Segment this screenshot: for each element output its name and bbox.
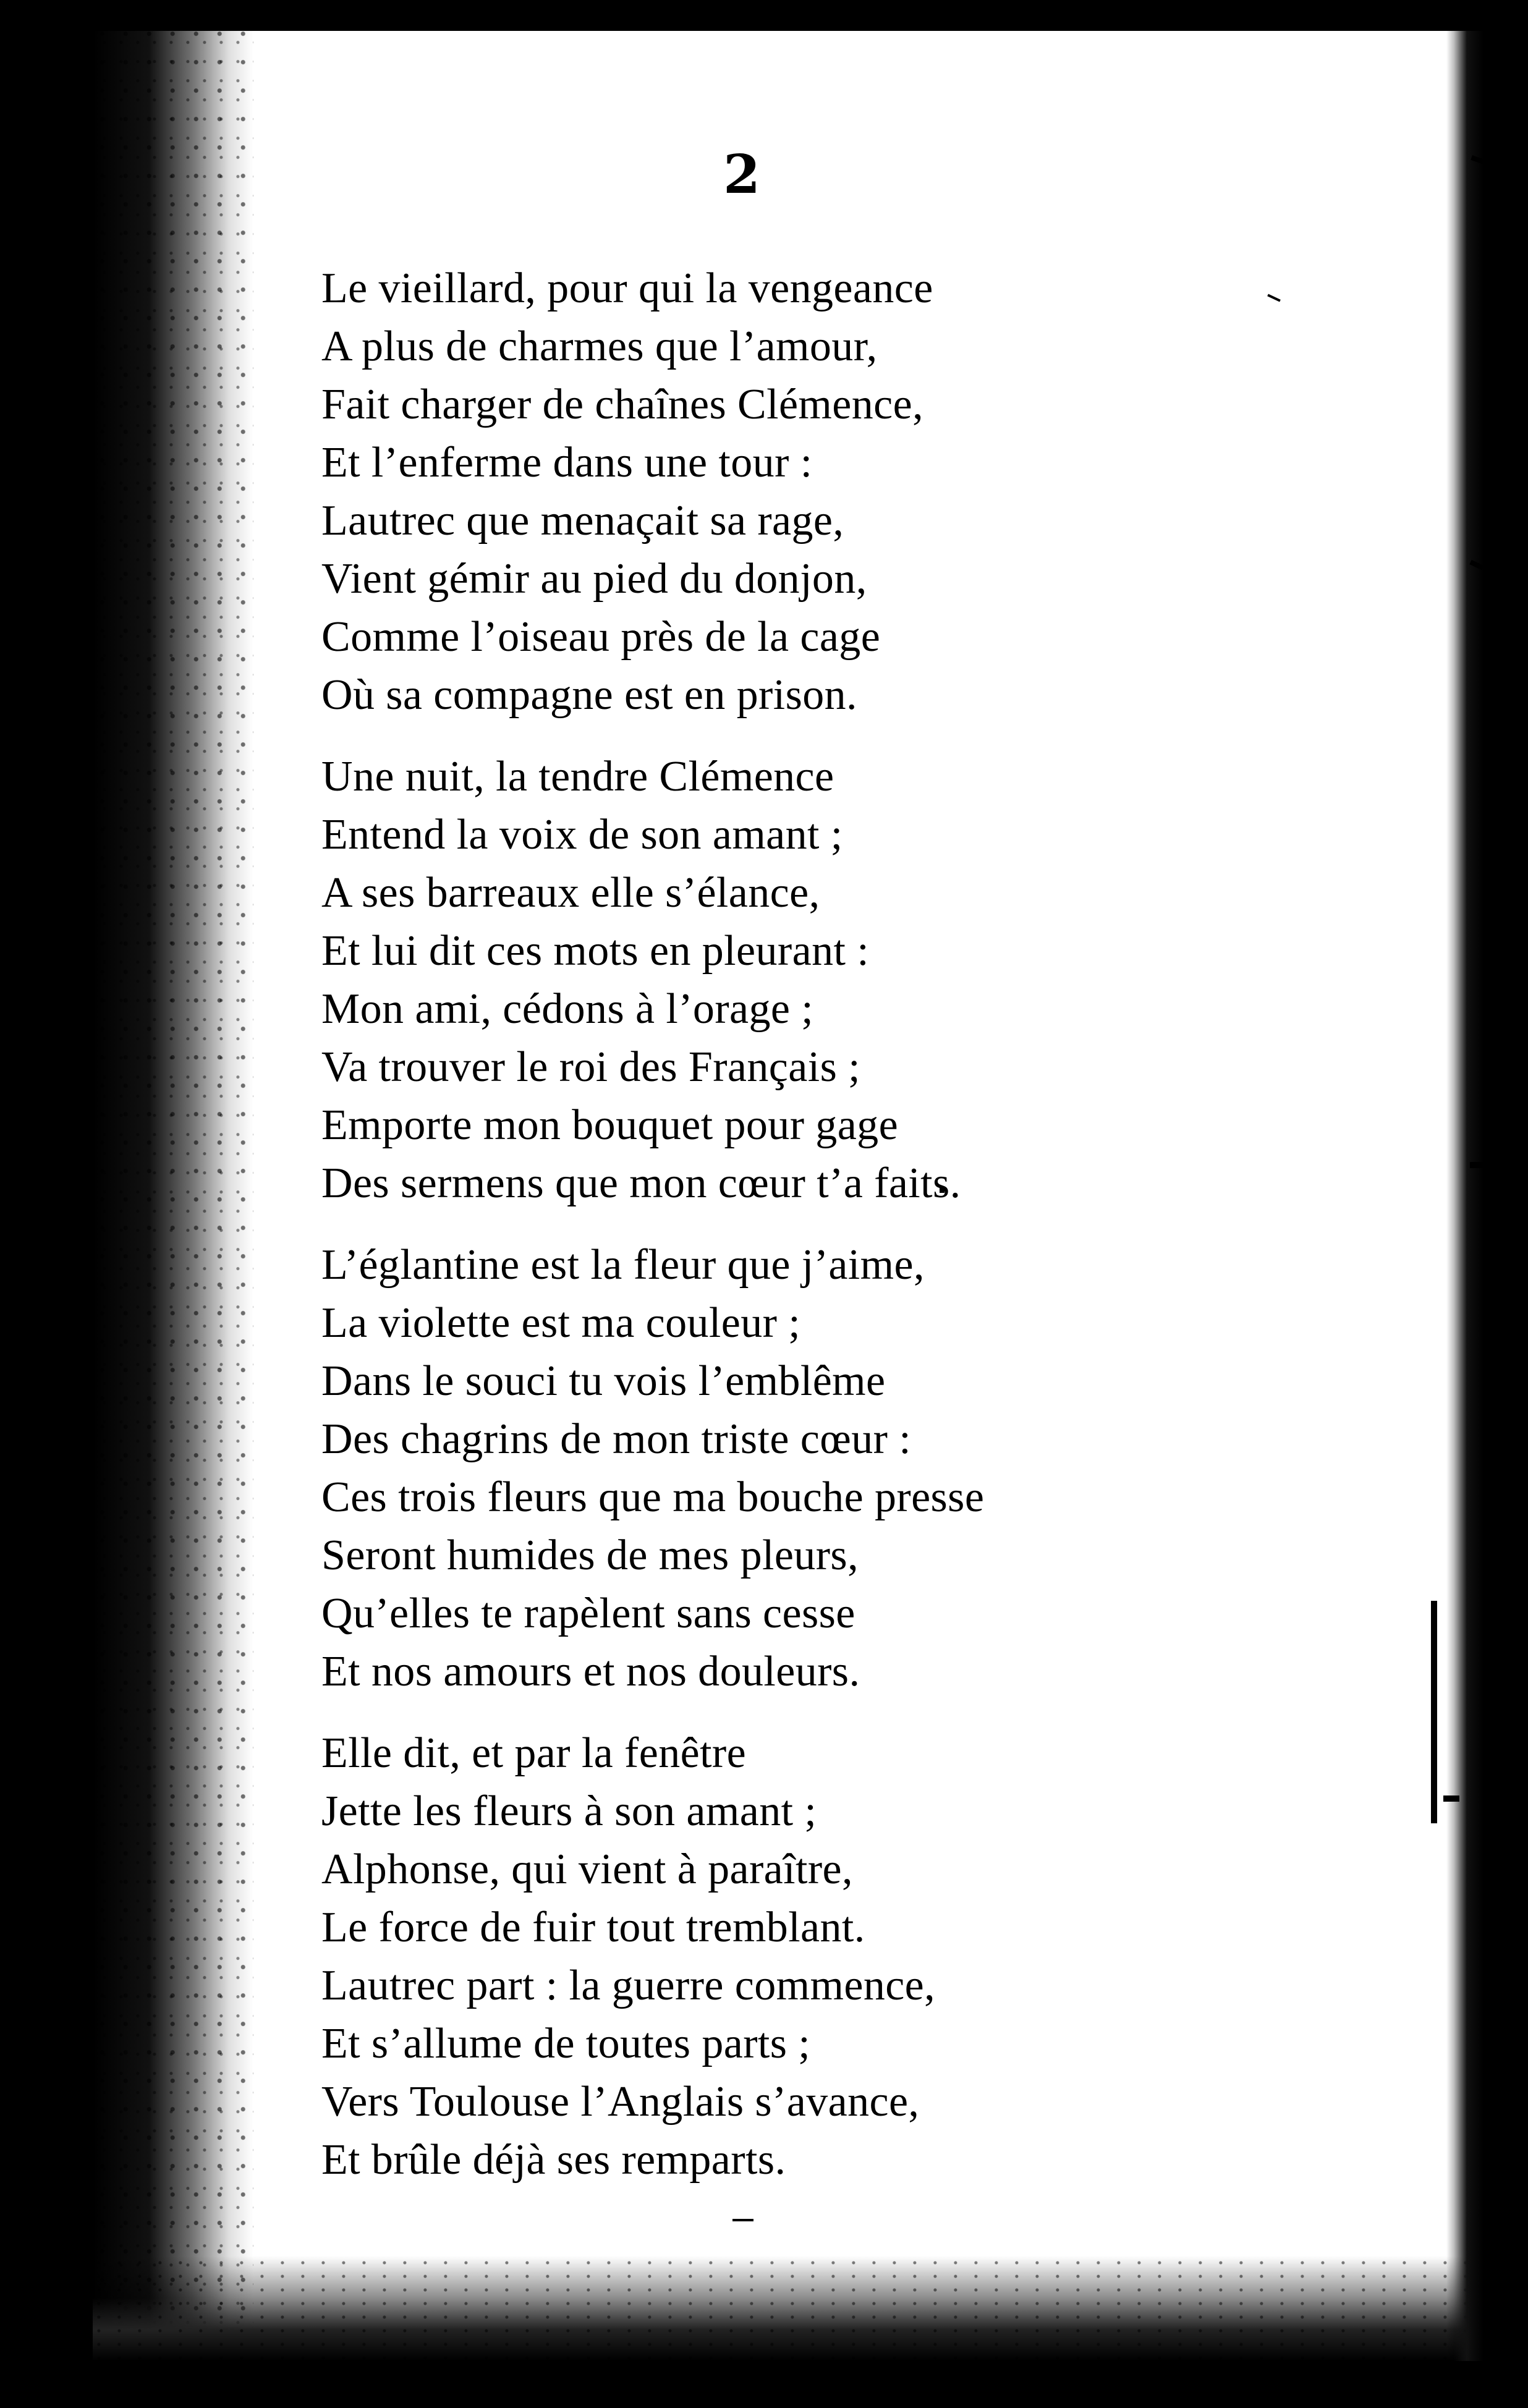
- poem-line: Ces trois fleurs que ma bouche presse: [321, 1473, 985, 1521]
- poem-line: Va trouver le roi des Français ;: [321, 1043, 860, 1091]
- poem-line: Lautrec part : la guerre commence,: [321, 1962, 936, 2009]
- poem-line: Alphonse, qui vient à paraître,: [321, 1846, 853, 1893]
- stanza: [321, 260, 1187, 724]
- poem-line: Des chagrins de mon triste cœur :: [321, 1415, 912, 1463]
- poem-line: Et nos amours et nos douleurs.: [321, 1648, 860, 1695]
- poem-line: Vers Toulouse l’Anglais s’avance,: [321, 2078, 920, 2126]
- poem-line: A plus de charmes que l’amour,: [321, 323, 878, 370]
- poem-line: Elle dit, et par la fenêtre: [321, 1729, 747, 1777]
- poem-line: Entend la voix de son amant ;: [321, 811, 843, 858]
- scan-speck: [1431, 1601, 1437, 1823]
- scan-shadow-bottom: [93, 2256, 1483, 2361]
- stanza: [321, 1236, 1187, 1701]
- stanza: [321, 1724, 1187, 2189]
- poem-line: Et l’enferme dans une tour :: [321, 439, 813, 486]
- poem-body: [321, 260, 1187, 2213]
- poem-line: Et s’allume de toutes parts ;: [321, 2020, 811, 2067]
- scan-speck: [732, 2219, 753, 2221]
- poem-line: Jette les fleurs à son amant ;: [321, 1787, 817, 1835]
- poem-line: Dans le souci tu vois l’emblême: [321, 1357, 886, 1405]
- poem-line: Comme l’oiseau près de la cage: [321, 613, 881, 661]
- scan-shadow-right: [1446, 31, 1483, 2361]
- poem-line: La violette est ma couleur ;: [321, 1299, 801, 1347]
- poem-line: Mon ami, cédons à l’orage ;: [321, 985, 814, 1033]
- poem-line: L’églantine est la fleur que j’aime,: [321, 1241, 925, 1289]
- poem-line: Qu’elles te rapèlent sans cesse: [321, 1590, 855, 1637]
- poem-line: Des sermens que mon cœur t’a faits.: [321, 1159, 961, 1207]
- poem-line: Où sa compagne est en prison.: [321, 671, 857, 719]
- poem-line: A ses barreaux elle s’élance,: [321, 869, 820, 917]
- poem-line: Fait charger de chaînes Clémence,: [321, 381, 923, 428]
- poem-line: Le vieillard, pour qui la vengeance: [321, 265, 933, 312]
- stanza: [321, 748, 1187, 1213]
- poem-line: Le force de fuir tout tremblant.: [321, 1904, 865, 1951]
- poem-line: Lautrec que menaçait sa rage,: [321, 497, 844, 545]
- scan-speck: [1443, 1795, 1459, 1802]
- poem-line: Emporte mon bouquet pour gage: [321, 1101, 899, 1149]
- poem-line: Vient gémir au pied du donjon,: [321, 555, 867, 603]
- scan-shadow-left: [93, 31, 253, 2361]
- scanned-page: [93, 31, 1483, 2361]
- poem-line: Et lui dit ces mots en pleurant :: [321, 927, 870, 975]
- page-number: 2: [723, 143, 760, 206]
- scan-speck: [1267, 294, 1281, 302]
- poem-line: Et brûle déjà ses remparts.: [321, 2136, 786, 2184]
- poem-line: Une nuit, la tendre Clémence: [321, 753, 834, 800]
- scan-speck: [1470, 1162, 1483, 1168]
- poem-line: Seront humides de mes pleurs,: [321, 1532, 859, 1579]
